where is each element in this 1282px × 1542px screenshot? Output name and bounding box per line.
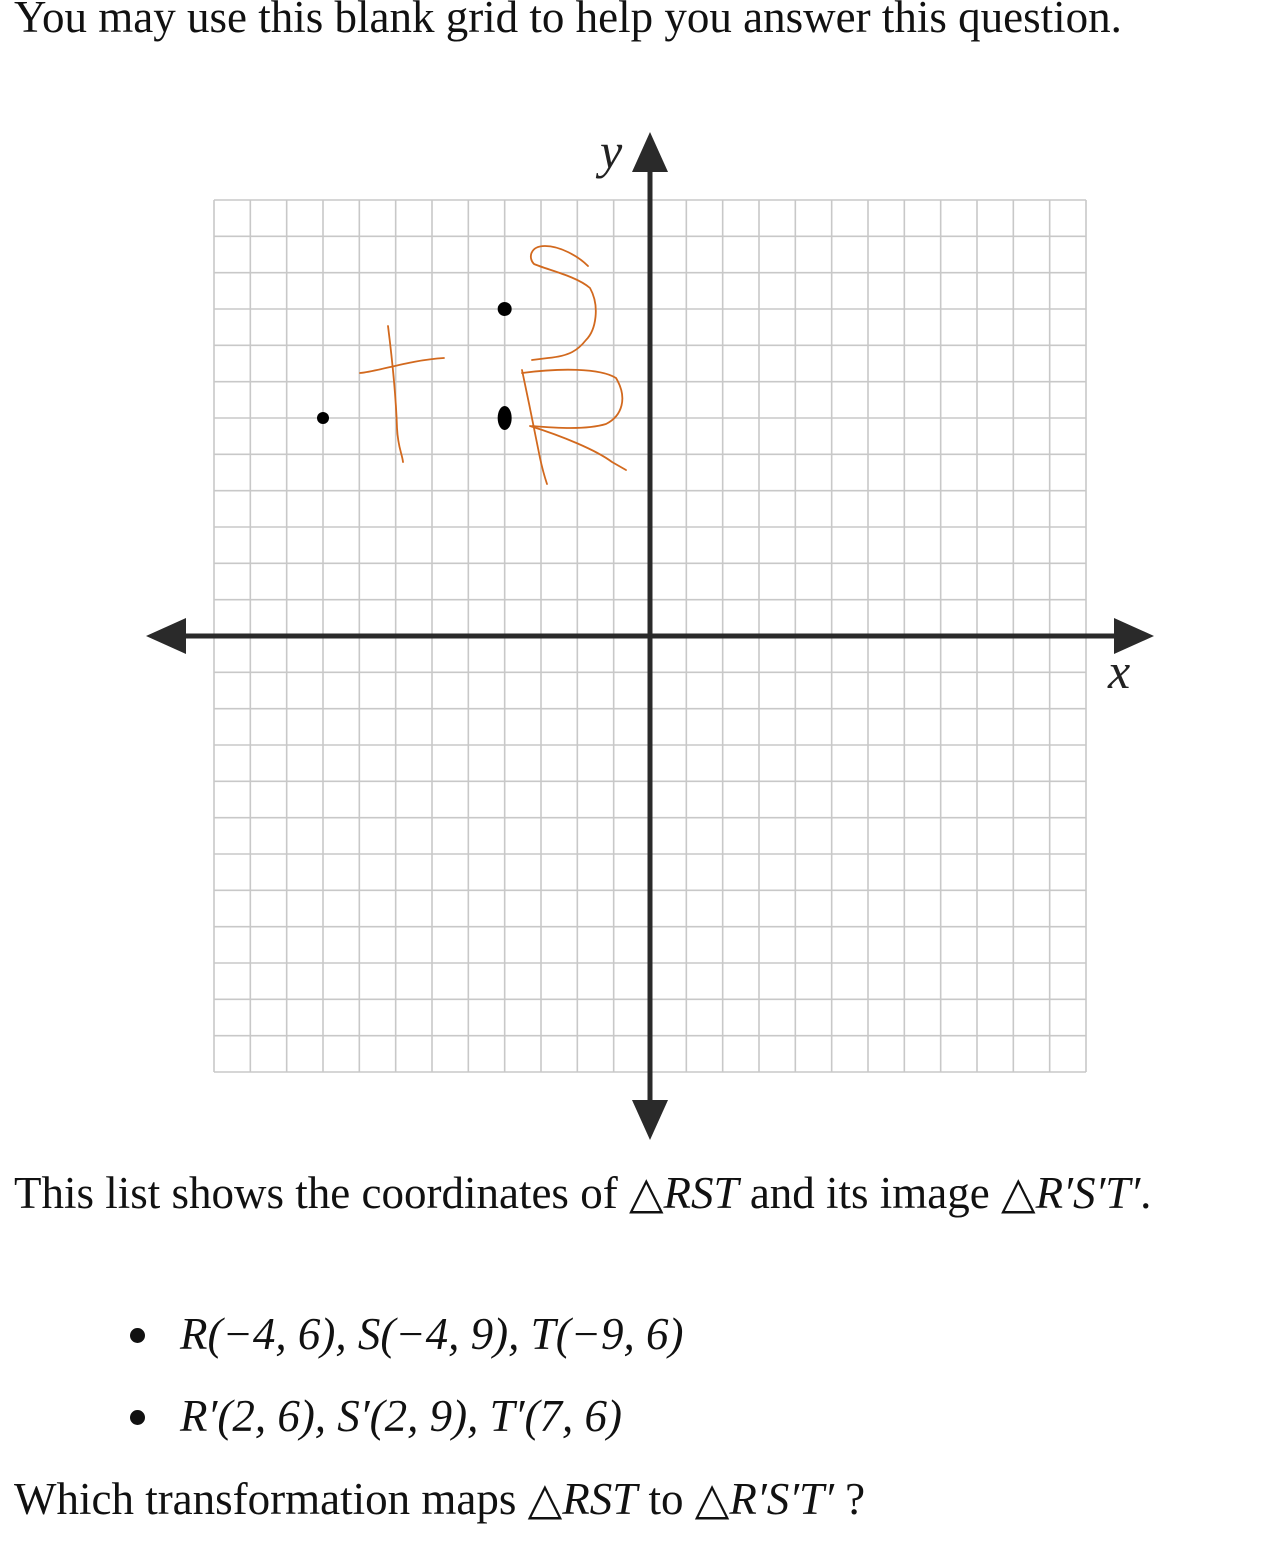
triangle-symbol: △ [628, 1168, 664, 1218]
x-axis-label: x [1108, 643, 1131, 699]
triangle-rst: RST [663, 1168, 739, 1218]
bullet-icon [130, 1410, 145, 1425]
triangle-rst-image: R′S′T′ [729, 1474, 834, 1524]
list-item [126, 1386, 1026, 1446]
list-intro-text [14, 1164, 1196, 1222]
list-intro-prefix: This list shows the coordinates of [14, 1168, 629, 1218]
question-text [14, 1470, 1196, 1528]
plotted-point [498, 302, 512, 316]
question-prefix: Which transformation maps [14, 1474, 528, 1524]
list-item [126, 1304, 1026, 1364]
triangle-rst-image: R′S′T′ [1035, 1168, 1141, 1218]
coordinate-grid[interactable] [0, 128, 1282, 1148]
image-coordinates: R′(2, 6), S′(2, 9), T′(7, 6) [180, 1391, 622, 1441]
plotted-point [498, 406, 512, 430]
handwritten-annotations [360, 246, 626, 484]
triangle-symbol: △ [527, 1474, 563, 1524]
bullet-icon [130, 1328, 145, 1343]
triangle-symbol: △ [1001, 1168, 1036, 1218]
list-intro-suffix: . [1140, 1168, 1152, 1218]
y-axis-up-arrow [632, 132, 668, 172]
y-axis-down-arrow [632, 1100, 668, 1140]
plotted-point [317, 412, 329, 424]
intro-text: You may use this blank grid to help you answer this question. [14, 0, 1122, 42]
list-intro-middle: and its image [738, 1168, 1002, 1218]
question-suffix: ? [833, 1474, 866, 1524]
plotted-points [317, 302, 512, 430]
triangle-symbol: △ [694, 1474, 730, 1524]
y-axis-label: y [600, 128, 623, 179]
handwritten-label-r [522, 370, 626, 484]
triangle-rst: RST [562, 1474, 638, 1524]
question-middle: to [637, 1474, 695, 1524]
original-coordinates: R(−4, 6), S(−4, 9), T(−9, 6) [180, 1309, 684, 1359]
x-axis-left-arrow [146, 618, 186, 654]
